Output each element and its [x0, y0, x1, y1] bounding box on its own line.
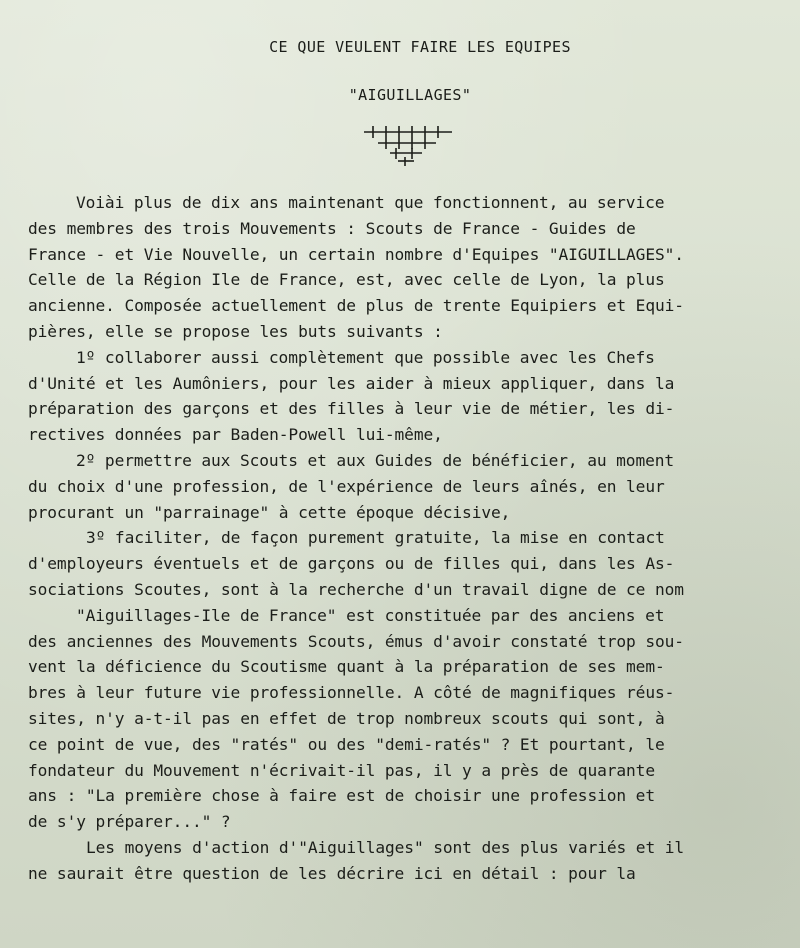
- text-line: d'employeurs éventuels et de garçons ou de filles qui, dans les As-: [28, 554, 675, 574]
- text-line: sites, n'y a-t-il pas en effet de trop nombreux scouts qui sont, à: [28, 708, 665, 728]
- text-line: ne saurait être question de les décrire ici en détail : pour la: [28, 863, 636, 883]
- text-line: 1º collaborer aussi complètement que possible avec les Chefs: [76, 347, 655, 367]
- text-line: d'Unité et les Aumôniers, pour les aider à mieux appliquer, dans la: [28, 373, 675, 393]
- text-line: rectives données par Baden-Powell lui-même,: [28, 425, 443, 445]
- text-line: fondateur du Mouvement n'écrivait-il pas, il y a près de quarante: [28, 760, 655, 780]
- text-line: Les moyens d'action d'"Aiguillages" sont des plus variés et il: [86, 837, 685, 857]
- text-line: bres à leur future vie professionnelle. A côté de magnifiques réus-: [28, 683, 675, 703]
- text-line: du choix d'une profession, de l'expérience de leurs aînés, en leur: [28, 476, 665, 496]
- text-line: des membres des trois Mouvements : Scouts de France - Guides de: [28, 218, 636, 238]
- text-line: de s'y préparer..." ?: [28, 812, 231, 832]
- document-subtitle: "AIGUILLAGES": [348, 86, 472, 104]
- text-line: préparation des garçons et des filles à leur vie de métier, les di-: [28, 399, 675, 419]
- cross-ornament-icon: [360, 120, 460, 166]
- text-line: ancienne. Composée actuellement de plus de trente Equipiers et Equi-: [28, 296, 684, 316]
- text-line: 2º permettre aux Scouts et aux Guides de bénéficier, au moment: [76, 450, 675, 470]
- text-line: ce point de vue, des "ratés" ou des "demi-ratés" ? Et pourtant, le: [28, 734, 665, 754]
- text-line: sociations Scoutes, sont à la recherche d'un travail digne de ce nom: [28, 579, 684, 599]
- text-line: France - et Vie Nouvelle, un certain nombre d'Equipes "AIGUILLAGES".: [28, 244, 684, 264]
- document-title: CE QUE VEULENT FAIRE LES EQUIPES: [269, 38, 571, 56]
- text-line: Celle de la Région Ile de France, est, avec celle de Lyon, la plus: [28, 270, 665, 290]
- text-line: 3º faciliter, de façon purement gratuite, la mise en contact: [86, 528, 665, 548]
- text-line: "Aiguillages-Ile de France" est constituée par des anciens et: [76, 605, 665, 625]
- text-line: Voiài plus de dix ans maintenant que fonctionnent, au service: [76, 193, 665, 212]
- text-line: des anciennes des Mouvements Scouts, émus d'avoir constaté trop sou-: [28, 631, 684, 651]
- text-line: procurant un "parrainage" à cette époque décisive,: [28, 502, 511, 522]
- text-line: ans : "La première chose à faire est de choisir une profession et: [28, 786, 655, 806]
- text-line: pières, elle se propose les buts suivants :: [28, 321, 443, 341]
- text-line: vent la déficience du Scoutisme quant à la préparation de ses mem-: [28, 657, 665, 677]
- body-text: [28, 190, 788, 887]
